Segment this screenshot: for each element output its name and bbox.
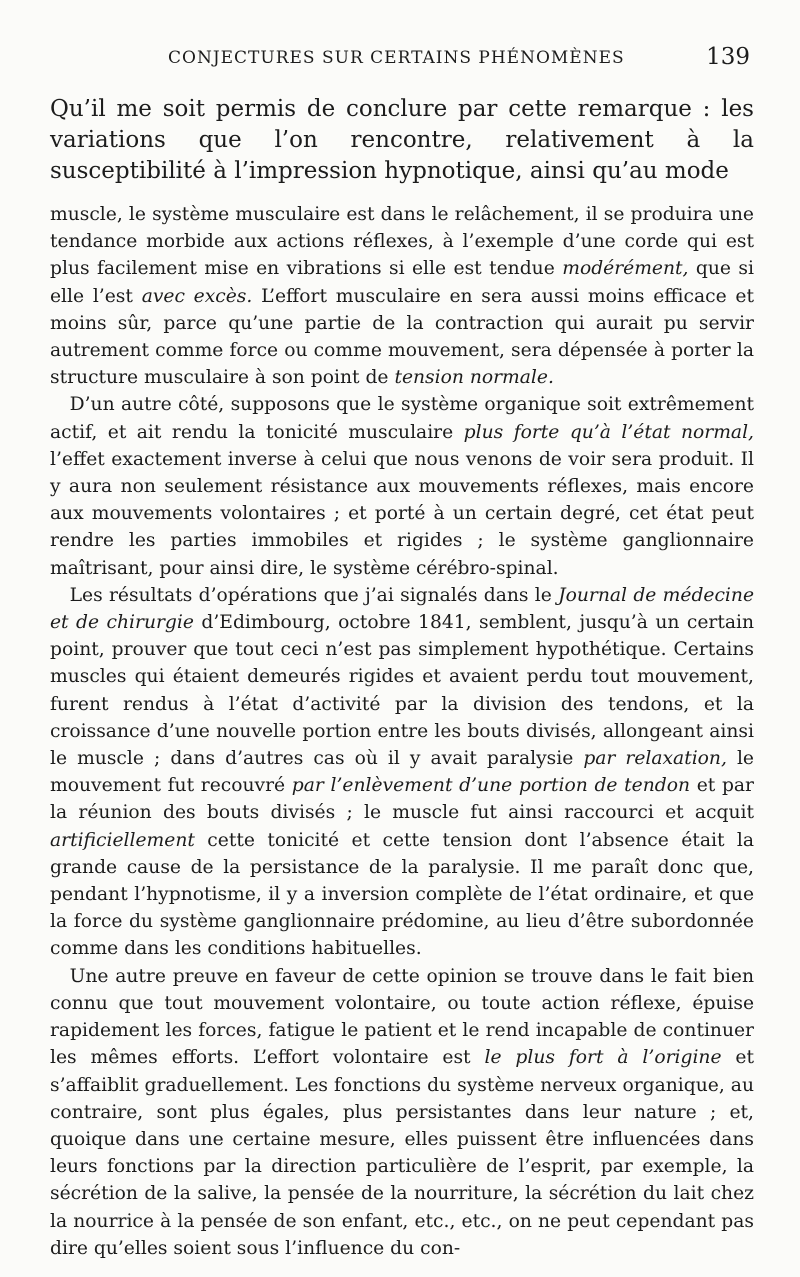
running-title: CONJECTURES SUR CERTAINS PHÉNOMÈNES <box>168 48 625 68</box>
text-run: muscle, le système musculaire est dans le relâchement, il se produira une tendance morbide aux actions réflexes, à l’exemple d’une corde qui est plus facilement mise en vibrations si elle est tendue <box>50 204 754 280</box>
paragraph-1 <box>50 201 754 391</box>
text-run: Les résultats d’opérations que j’ai signalés dans le <box>69 584 559 606</box>
text-run: cette tonicité et cette tension dont l’absence était la grande cause de la persistance de la paralysie. Il me paraît donc que, pendant l’hypnotisme, il y a inversion complète de l’état ordinaire, et que la force du système ganglionnaire prédomine, au lieu d’être subordonnée comme dans les conditions habituelles. <box>50 829 754 960</box>
text-run: D’un autre côté, supposons que le système organique soit extrêmement actif, et ait rendu la tonicité musculaire <box>50 394 754 443</box>
paragraph-2 <box>50 391 754 581</box>
text-run: L’effort musculaire en sera aussi moins efficace et moins sûr, parce qu’une partie de la contraction qui aurait pu servir autrement comme force ou comme mouvement, sera dépensée à porter la structure musculaire à son point de <box>50 285 754 389</box>
text-run: que si elle l’est <box>50 258 754 307</box>
italic-run: par l’enlèvement d’une portion de tendon <box>291 775 691 797</box>
lead-paragraph: Qu’il me soit permis de conclure par cette remarque : les variations que l’on rencontre, relativement à la susceptibilité à l’impression hypnotique, ainsi qu’au mode <box>50 96 754 184</box>
text-run: Une autre preuve en faveur de cette opinion se trouve dans le fait bien connu que tout mouvement volontaire, ou toute action réflexe, épuise rapidement les forces, fatigue le patient et le rend incapable de continuer les mêmes efforts. L’effort volontaire est <box>50 965 754 1069</box>
paragraph-4 <box>50 963 754 1262</box>
page-header <box>50 44 750 76</box>
italic-run: avec excès. <box>141 285 253 307</box>
text-run: et s’affaiblit graduellement. Les fonctions du système nerveux organique, au contraire, sont plus égales, plus persistantes dans leur nature ; et, quoique dans une certaine mesure, elles puissent être influencées dans leurs fonctions par la direction particulière de l’esprit, par exemple, la sécrétion de la salive, la pensée de la nourriture, la sécrétion du lait chez la nourrice à la pensée de son enfant, etc., etc., on ne peut cependant pas dire qu’elles soient sous l’influence du con- <box>50 1047 754 1259</box>
paragraph-3 <box>50 582 754 963</box>
italic-run: par relaxation, <box>583 748 727 770</box>
italic-run: modérément, <box>562 258 689 280</box>
text-run: d’Edimbourg, octobre 1841, semblent, jusqu’à un certain point, prouver que tout ceci n’est pas simplement hypothétique. Certains muscles qui étaient demeurés rigides et avaient perdu tout mouvement, furent rendus à l’état d’activité par la division des tendons, et la croissance d’une nouvelle portion entre les bouts divisés, allongeant ainsi le muscle ; dans d’autres cas où il y avait paralysie <box>50 612 754 770</box>
body-text <box>50 94 754 1262</box>
italic-run: le plus fort à l’origine <box>484 1047 722 1069</box>
journal-title: Journal de médecine et de chirurgie <box>50 584 755 634</box>
italic-run: tension normale. <box>394 367 554 389</box>
page-number: 139 <box>706 44 750 70</box>
text-run: l’effet exactement inverse à celui que nous venons de voir sera produit. Il y aura non seulement résistance aux mouvements réflexes, mais encore aux mouvements volontaires ; et porté à un certain degré, cet état peut rendre les parties immobiles et rigides ; le système ganglionnaire maîtrisant, pour ainsi dire, le système cérébro-spinal. <box>50 448 754 579</box>
italic-run: plus forte qu’à l’état normal, <box>463 421 754 443</box>
text-run: et par la réunion des bouts divisés ; le muscle fut ainsi raccourci et acquit <box>50 775 754 824</box>
italic-run: artificiellement <box>50 829 195 851</box>
text-run: le mouvement fut recouvré <box>50 748 754 797</box>
